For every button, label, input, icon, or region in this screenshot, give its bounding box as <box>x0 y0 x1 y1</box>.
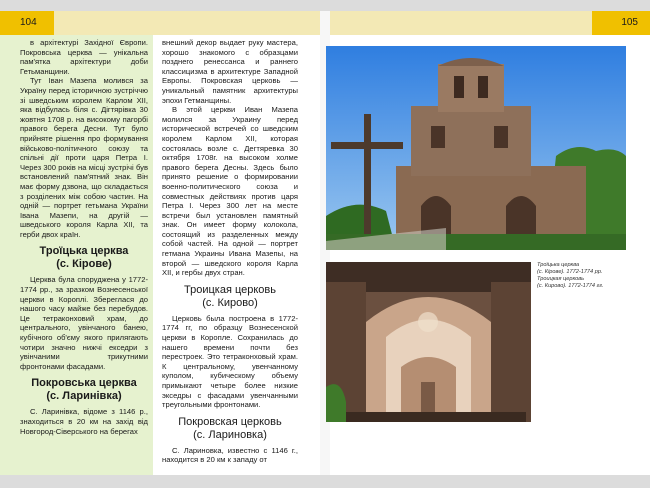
paragraph: Церква була споруджена у 1772-1774 рр., за зразком Вознесенської церкви в Короплі. Збереглася до нашого часу майже без перебудов. Це тетраконховий храм, до центрального, увінчаного банею, кубічного об'єму якого прилягають чотири значно нижчі екседри з увінчаними трикутними фронтонами фасадами. <box>20 275 148 371</box>
heading-line: Покровська церква <box>31 377 137 390</box>
section-heading <box>20 377 148 403</box>
page-number-right: 105 <box>592 11 650 35</box>
paragraph: в архітектурі Західної Європи. Покровська церква — унікальна пам'ятка архітектури доби Гетьманщини. <box>20 38 148 76</box>
church-exterior-photo <box>326 46 626 250</box>
church-interior-illustration <box>326 262 531 422</box>
left-header-band <box>54 11 320 35</box>
right-header-band <box>330 11 592 35</box>
paragraph: С. Ларинівка, відоме з 1146 р., знаходиться в 20 км на захід від Новгород-Сіверського на берегах <box>20 407 148 436</box>
paragraph: Тут Іван Мазепа молився за Україну перед історичною зустріччю зі шведським королем Карлом XII, яка відбулась біля с. Дігтярівка 30 жовтня 1708 р. на високому пагорбі правого берега Десни. Тут було прийняте рішення про формування військово-політичного союзу та спільні дії проти царя Петра І. Через 300 років на місці зустрічі був встановлений пам'ятний знак. Він має форму дзвона, що складається з розділених між собою частин. На одній — портрет гетьмана України Івана Мазепи, на другій — шведського короля Карла XII, та герби двох країн. <box>20 76 148 239</box>
heading-line: Покровская церковь <box>178 415 282 428</box>
church-interior-photo <box>326 262 531 422</box>
heading-line: (с. Лариновка) <box>193 428 267 441</box>
photo-caption <box>537 262 627 290</box>
page-number-left: 104 <box>0 11 54 35</box>
paragraph: Церковь была построена в 1772-1774 гг, по образцу Вознесенской церкви в Короплe. Сохранилась до нашего времени почти без перестроек. Это тетраконховый храм. К центральному, увенчанному куполом, кубическому объему примыкают четыре более низкие экседры с фасадами увенчанными треугольными фронтонами. <box>162 313 298 410</box>
heading-line: (с. Ларинівка) <box>46 390 122 403</box>
russian-text-column <box>162 38 298 465</box>
church-exterior-illustration <box>326 46 626 250</box>
caption-line: (с. Кірове). 1772-1774 рр. <box>537 269 603 275</box>
section-heading <box>20 245 148 271</box>
heading-line: (с. Кирово) <box>202 296 258 309</box>
heading-line: (с. Кірове) <box>56 258 112 271</box>
top-page-edge <box>0 0 650 11</box>
section-heading <box>162 284 298 310</box>
paragraph: внешний декор выдает руку мастера, хорошо знакомого с образцами позднего ренессанса и раннего классицизма в архитектуре Западной Европы. Покровская церковь — уникальный памятник архитектуры эпохи Гетманщины. <box>162 38 298 105</box>
section-heading <box>162 416 298 442</box>
heading-line: Троицкая церковь <box>183 283 276 296</box>
ukrainian-text-column <box>20 38 148 436</box>
caption-line: (с. Кирово). 1772-1774 гг. <box>537 283 604 289</box>
paragraph: С. Лариновка, известно с 1146 г., находится в 20 км к западу от <box>162 445 298 465</box>
heading-line: Троїцька церква <box>39 245 129 258</box>
caption-line: Троїцька церква <box>537 262 580 268</box>
caption-line: Троицкая церковь <box>537 276 585 282</box>
paragraph: В этой церкви Иван Мазепа молился за Украину перед исторической встречей со шведским королем Карлом XII, которая состоялась возле с. Дегтяревка 30 октября 1708г. на высоком холме правого берега Десны. Здесь было принято решение о формировании военно-политического союза и совместных действиях против царя Петра I. Через 300 лет на месте встречи был установлен памятный знак. Он имеет форму колокола, состоящий из разделенных между собой частей. На одной — портрет гетмана Украины Ивана Мазепы, на второй — шведского короля Карла XII, и гербы двух стран. <box>162 105 298 278</box>
bottom-page-edge <box>0 475 650 488</box>
